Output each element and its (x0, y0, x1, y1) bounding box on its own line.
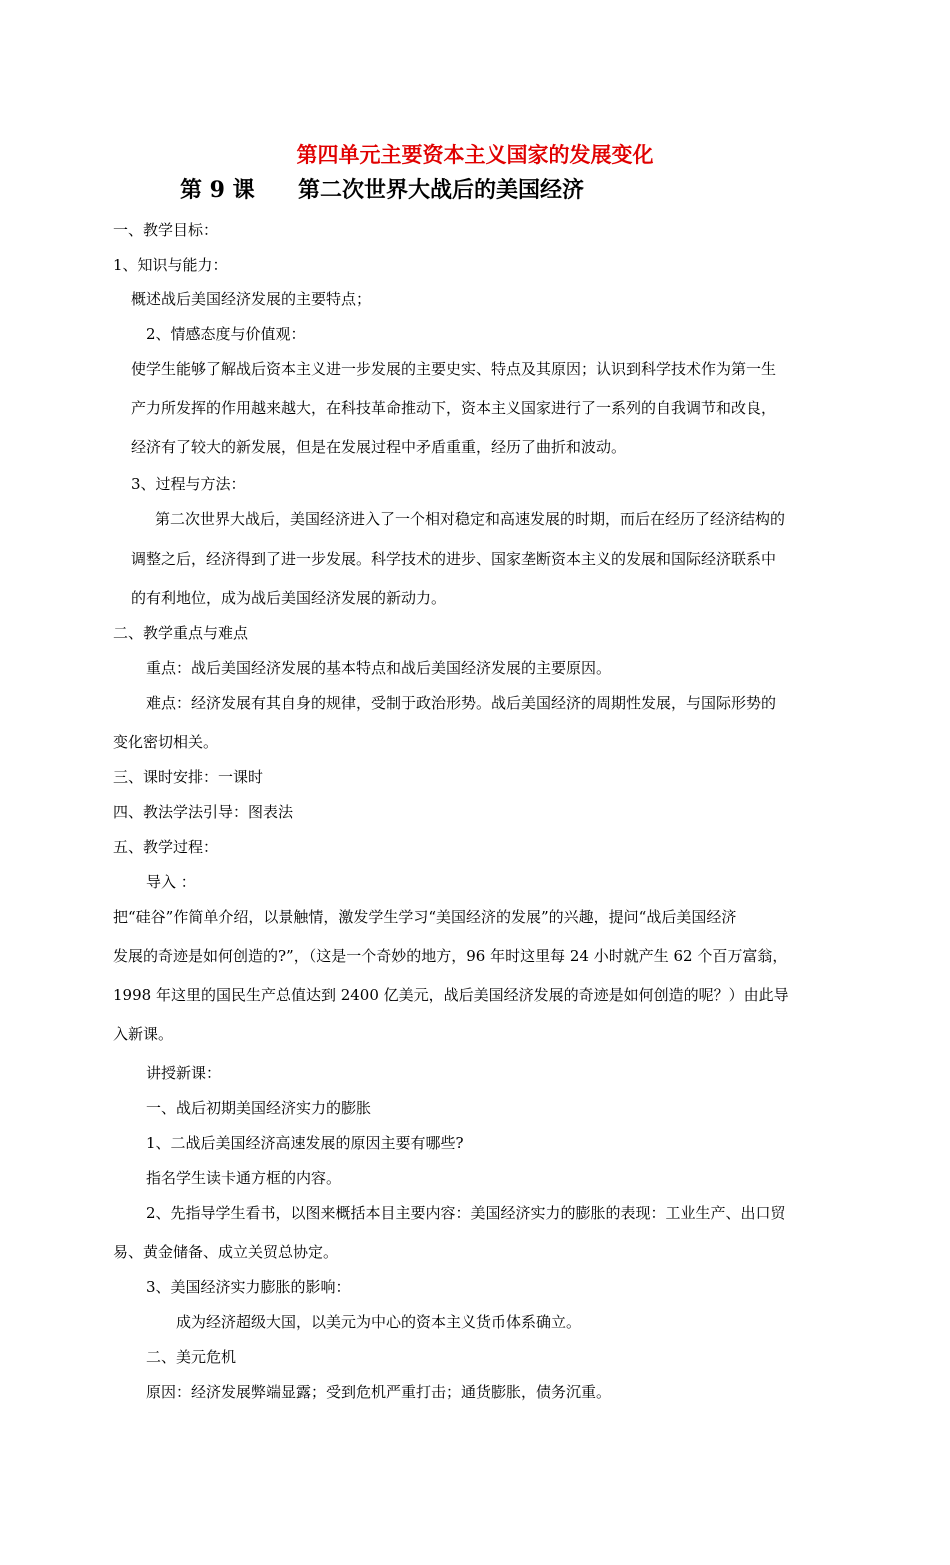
subheading-dollar-crisis: 二、美元危机 (146, 1348, 237, 1366)
lesson-number: 第 9 课 (180, 177, 255, 203)
paragraph-line: 调整之后，经济得到了进一步发展。科学技术的进步、国家垄断资本主义的发展和国际经济联系中 (131, 550, 777, 568)
paragraph-line: 把“硅谷”作简单介绍，以景触情，激发学生学习“美国经济的发展”的兴趣，提问“战后美国经济 (113, 908, 737, 926)
paragraph-line: 原因：经济发展弊端显露；受到危机严重打击；通货膨胀，债务沉重。 (146, 1383, 612, 1401)
paragraph-line: 的有利地位，成为战后美国经济发展的新动力。 (131, 589, 447, 607)
subheading-new-lesson: 讲授新课： (146, 1064, 222, 1082)
paragraph-line: 3、美国经济实力膨胀的影响： (146, 1278, 351, 1296)
lesson-name: 第二次世界大战后的美国经济 (298, 177, 585, 203)
section-heading-focus: 二、教学重点与难点 (113, 624, 249, 642)
section-heading-method: 四、教法学法引导：图表法 (113, 803, 294, 821)
subheading-knowledge: 1、知识与能力： (113, 256, 228, 274)
paragraph-line: 概述战后美国经济发展的主要特点； (131, 290, 372, 308)
subheading-expansion: 一、战后初期美国经济实力的膨胀 (146, 1099, 372, 1117)
section-heading-schedule: 三、课时安排：一课时 (113, 768, 264, 786)
subheading-process: 3、过程与方法： (131, 475, 246, 493)
unit-title: 第四单元主要资本主义国家的发展变化 (296, 142, 654, 167)
section-heading-process: 五、教学过程： (113, 838, 219, 856)
paragraph-line: 第二次世界大战后，美国经济进入了一个相对稳定和高速发展的时期，而后在经历了经济结构的 (155, 510, 786, 528)
subheading-intro: 导入 ： (146, 873, 196, 891)
section-heading-objectives: 一、教学目标： (113, 221, 219, 239)
lesson-title (180, 175, 880, 205)
paragraph-line: 1998 年这里的国民生产总值达到 2400 亿美元，战后美国经济发展的奇迹是如何创造的呢？）由此导 (113, 986, 789, 1004)
paragraph-line: 易、黄金储备、成立关贸总协定。 (113, 1243, 339, 1261)
paragraph-line: 入新课。 (113, 1025, 174, 1043)
paragraph-line: 成为经济超级大国，以美元为中心的资本主义货币体系确立。 (176, 1313, 582, 1331)
paragraph-line: 难点：经济发展有其自身的规律，受制于政治形势。战后美国经济的周期性发展，与国际形势的 (146, 694, 777, 712)
paragraph-line: 变化密切相关。 (113, 733, 219, 751)
paragraph-line: 使学生能够了解战后资本主义进一步发展的主要史实、特点及其原因；认识到科学技术作为第一生 (131, 360, 777, 378)
paragraph-line: 2、先指导学生看书，以图来概括本目主要内容：美国经济实力的膨胀的表现：工业生产、出口贸 (146, 1204, 786, 1222)
paragraph-line: 发展的奇迹是如何创造的?”，（这是一个奇妙的地方，96 年时这里每 24 小时就产生 62 个百万富翁， (113, 947, 788, 965)
paragraph-line: 重点：战后美国经济发展的基本特点和战后美国经济发展的主要原因。 (146, 659, 612, 677)
paragraph-line: 1、二战后美国经济高速发展的原因主要有哪些? (146, 1134, 464, 1152)
paragraph-line: 经济有了较大的新发展，但是在发展过程中矛盾重重，经历了曲折和波动。 (131, 438, 627, 456)
subheading-attitude: 2、情感态度与价值观： (146, 325, 306, 343)
paragraph-line: 产力所发挥的作用越来越大，在科技革命推动下，资本主义国家进行了一系列的自我调节和改良， (131, 399, 777, 417)
paragraph-line: 指名学生读卡通方框的内容。 (146, 1169, 342, 1187)
